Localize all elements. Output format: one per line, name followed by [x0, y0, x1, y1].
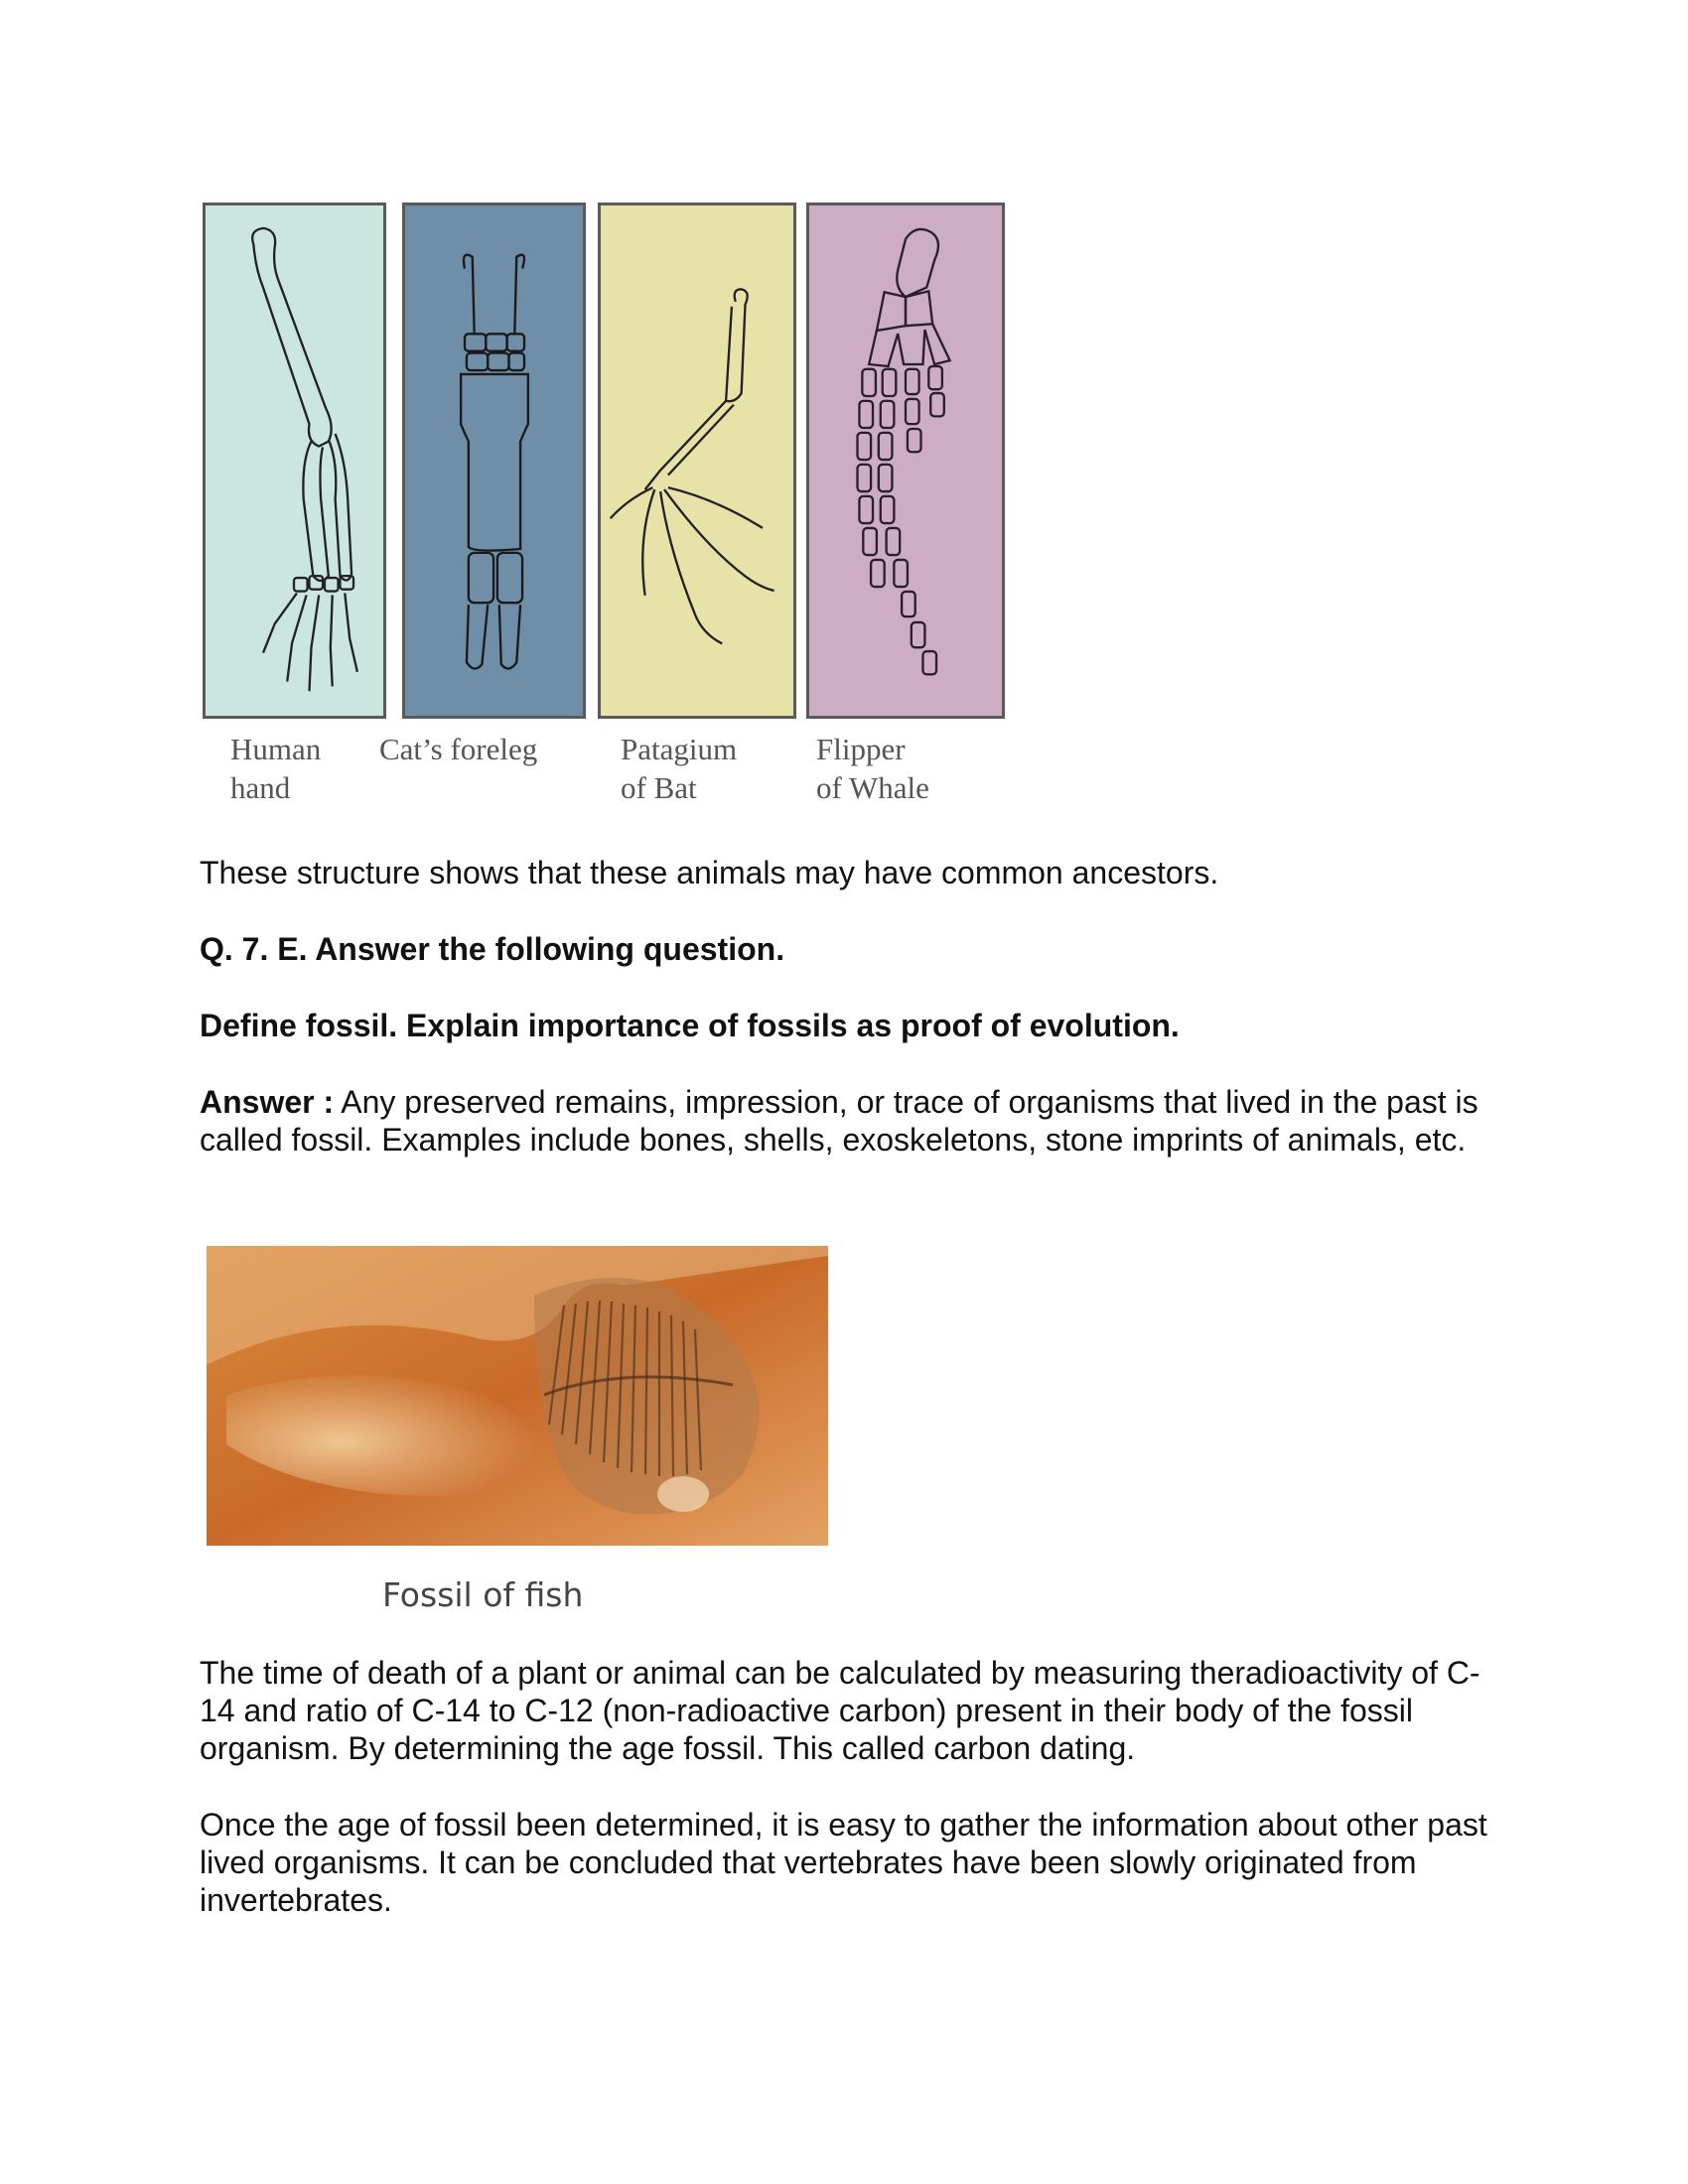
carbon-dating-paragraph: The time of death of a plant or animal can be calculated by measuring theradioactivity of C-14 and ratio of C-14 to C-12 (non-radioactive carbon) present in their body of the fossil organism. By determining the age fossil. This called carbon dating.: [200, 1655, 1480, 1766]
caption-cat-foreleg: Cat’s foreleg: [379, 732, 538, 766]
bat-patagium-panel: [598, 203, 796, 719]
question-text: Define fossil. Explain importance of fossils as proof of evolution.: [200, 1008, 1180, 1043]
fossil-caption: Fossil of fish: [382, 1575, 584, 1614]
fish-fossil-image: [207, 1246, 828, 1546]
caption-human-hand: Human hand: [230, 732, 322, 805]
whale-flipper-panel: [806, 203, 1005, 719]
fish-fossil-drawing: [207, 1246, 828, 1546]
caption-whale-flipper: Flipper of Whale: [816, 732, 929, 805]
conclusion-text: These structure shows that these animals may have common ancestors.: [200, 855, 1219, 890]
cat-foreleg-panel: [402, 203, 586, 719]
question-heading: Q. 7. E. Answer the following question.: [200, 931, 785, 967]
answer-label: Answer :: [200, 1084, 335, 1120]
answer-paragraph: [200, 1083, 1510, 1159]
cat-foreleg-drawing: [405, 205, 583, 716]
answer-body: Any preserved remains, impression, or trace of organisms that lived in the past is called fossil. Examples include bones, shells, exoskeletons, stone imprints of animals, etc.: [200, 1084, 1478, 1158]
human-hand-panel: [203, 203, 386, 719]
evolution-info-paragraph: Once the age of fossil been determined, it is easy to gather the information about other past lived organisms. It can be concluded that vertebrates have been slowly originated from invertebrates.: [200, 1807, 1487, 1918]
homologous-limbs-figure: [199, 199, 1013, 814]
caption-bat-patagium: Patagium of Bat: [621, 732, 738, 805]
bat-wing-drawing: [601, 205, 793, 716]
human-arm-drawing: [206, 205, 383, 716]
whale-flipper-drawing: [809, 205, 1002, 716]
